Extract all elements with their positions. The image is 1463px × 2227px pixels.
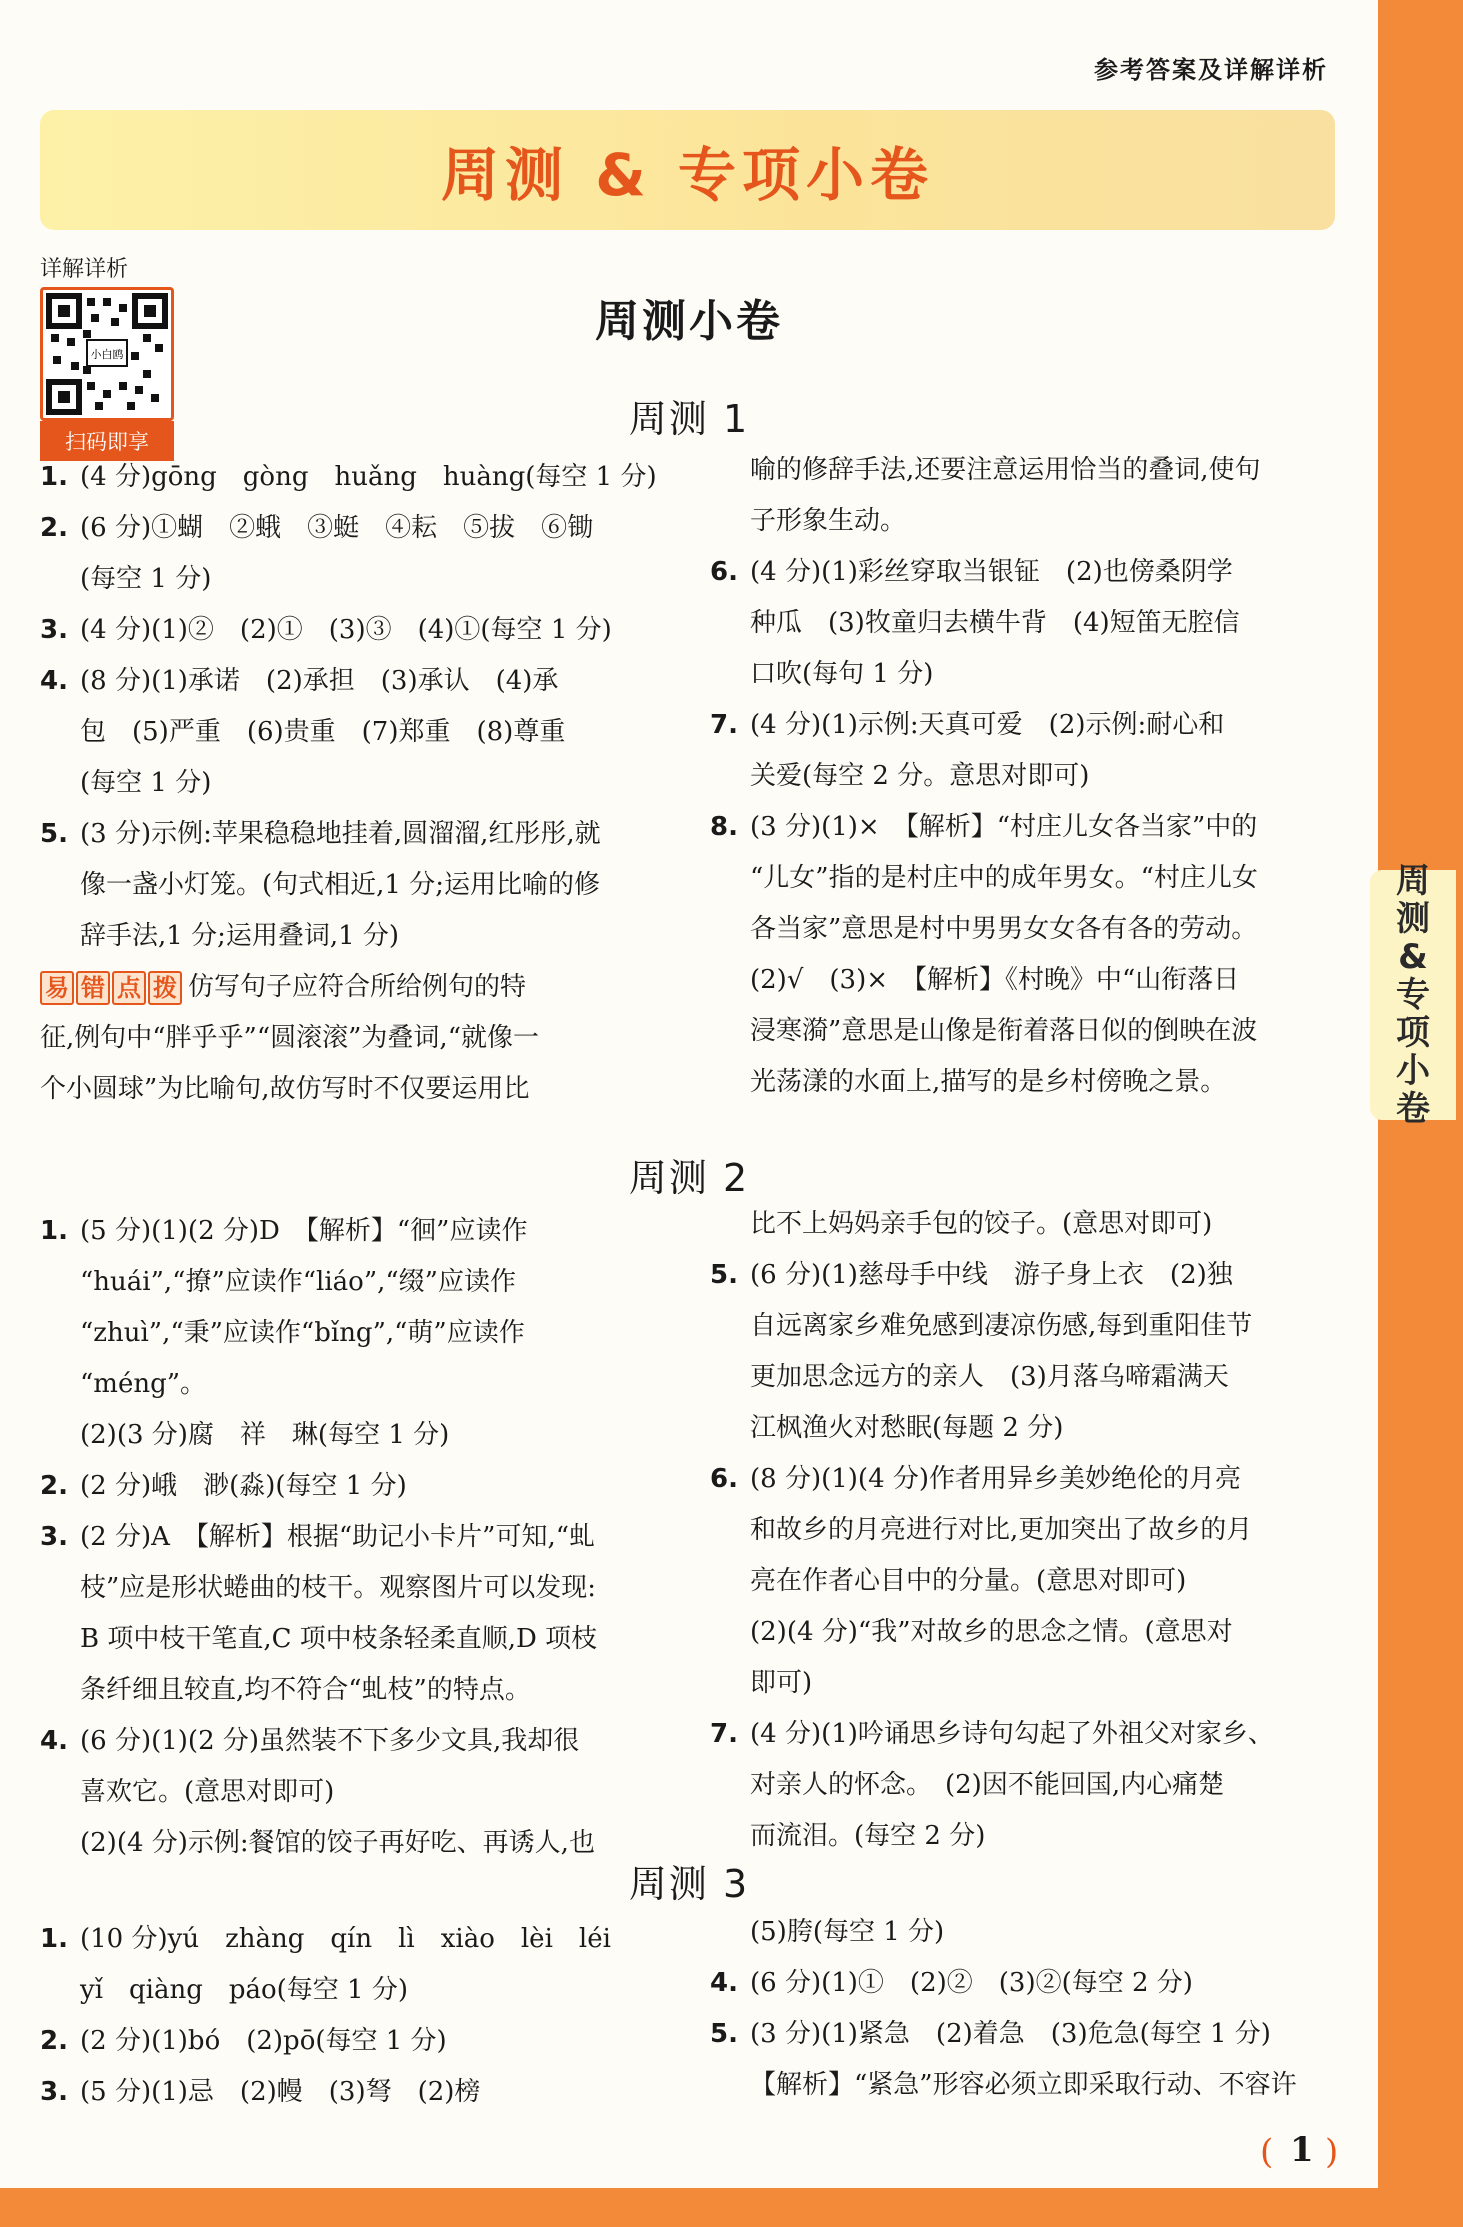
question-number — [710, 1658, 750, 1709]
answer-text: (6 分)(1)① (2)② (3)②(每空 2 分) — [750, 1968, 1193, 1998]
question-number: 1. — [40, 462, 68, 492]
main-title: 周测小卷 — [595, 296, 783, 347]
tip-line — [40, 962, 670, 1013]
answer-line — [710, 1505, 1350, 1556]
answer-text: (2 分)峨 渺(淼)(每空 1 分) — [80, 1471, 407, 1501]
tip-badge: 拨 — [148, 971, 182, 1005]
answer-line — [710, 2009, 1350, 2060]
tip-badge: 点 — [112, 971, 146, 1005]
question-number: 7. — [710, 1719, 738, 1749]
tip-line — [40, 1064, 670, 1115]
week2-left-column — [40, 1206, 670, 1869]
answer-text: B 项中枝干笔直,C 项中枝条轻柔直顺,D 项枝 — [80, 1624, 598, 1654]
question-number — [710, 445, 750, 496]
answer-line — [40, 1914, 670, 1965]
answer-text: (2)(3 分)腐 祥 琳(每空 1 分) — [80, 1420, 450, 1450]
answer-line — [40, 1308, 670, 1359]
answer-text: (4 分)(1)示例:天真可爱 (2)示例:耐心和 — [750, 710, 1225, 740]
answer-line — [710, 1907, 1350, 1958]
answer-text: 包 (5)严重 (6)贵重 (7)郑重 (8)尊重 — [80, 717, 566, 747]
banner-title: 周测 & 专项小卷 — [441, 141, 934, 209]
answer-text: 对亲人的怀念。 (2)因不能回国,内心痛楚 — [750, 1770, 1225, 1800]
answer-line — [40, 1965, 670, 2016]
section-title-week3: 周测 3 — [628, 1862, 750, 1906]
question-number — [710, 904, 750, 955]
week3-right-column — [710, 1907, 1350, 2111]
page-number: 1 — [1290, 2130, 1314, 2170]
answer-text: “zhuì”,“秉”应读作“bǐng”,“萌”应读作 — [80, 1318, 525, 1348]
answer-line — [710, 1301, 1350, 1352]
answer-text: 更加思念远方的亲人 (3)月落乌啼霜满天 — [750, 1362, 1229, 1392]
answer-line — [40, 1257, 670, 1308]
tip-badge: 错 — [76, 971, 110, 1005]
answer-text: (4 分)(1)吟诵思乡诗句勾起了外祖父对家乡、 — [750, 1719, 1274, 1749]
answer-line — [710, 1006, 1350, 1057]
answer-text: (6 分)(1)慈母手中线 游子身上衣 (2)独 — [750, 1260, 1233, 1290]
answer-text: 和故乡的月亮进行对比,更加突出了故乡的月 — [750, 1515, 1253, 1545]
answer-text: (6 分)①蝴 ②蛾 ③蜓 ④耘 ⑤拔 ⑥锄 — [80, 513, 594, 543]
answer-line — [40, 1716, 670, 1767]
question-number — [710, 649, 750, 700]
answer-line — [710, 598, 1350, 649]
answer-text: (2 分)A 【解析】根据“助记小卡片”可知,“虬 — [80, 1522, 596, 1552]
question-number — [710, 1607, 750, 1658]
question-number — [40, 1257, 80, 1308]
answer-line — [710, 1454, 1350, 1505]
page-number-left-deco: ( — [1260, 2132, 1274, 2172]
answer-line — [710, 1352, 1350, 1403]
question-number — [710, 955, 750, 1006]
side-tab — [1370, 861, 1456, 1129]
side-tab-char: 小 — [1396, 1051, 1430, 1091]
week1-tip — [40, 962, 670, 1115]
answer-text: 光荡漾的水面上,描写的是乡村傍晚之景。 — [750, 1067, 1227, 1097]
answer-text: 浸寒漪”意思是山像是衔着落日似的倒映在波 — [750, 1016, 1258, 1046]
qr-top-label: 详解详析 — [40, 257, 129, 282]
question-number — [710, 1907, 750, 1958]
answer-text: (5 分)(1)(2 分)D 【解析】“徊”应读作 — [80, 1216, 528, 1246]
question-number: 6. — [710, 1464, 738, 1494]
answer-line — [710, 445, 1350, 496]
answer-text: (8 分)(1)(4 分)作者用异乡美妙绝伦的月亮 — [750, 1464, 1242, 1494]
answer-text: 枝”应是形状蜷曲的枝干。观察图片可以发现: — [80, 1573, 597, 1603]
question-number — [710, 1057, 750, 1108]
answer-text: 口吹(每句 1 分) — [750, 659, 934, 689]
answer-line — [40, 1614, 670, 1665]
tip-badge: 易 — [40, 971, 74, 1005]
question-number: 4. — [710, 1968, 738, 1998]
answer-line — [710, 1250, 1350, 1301]
answer-line — [710, 904, 1350, 955]
answer-text: (每空 1 分) — [80, 564, 212, 594]
question-number — [40, 860, 80, 911]
question-number — [710, 751, 750, 802]
answer-line — [710, 2060, 1350, 2111]
answer-line — [40, 1206, 670, 1257]
answer-line — [40, 1665, 670, 1716]
question-number — [710, 1760, 750, 1811]
answer-text: 亮在作者心目中的分量。(意思对即可) — [750, 1566, 1187, 1596]
question-number — [710, 1301, 750, 1352]
answer-line — [710, 700, 1350, 751]
question-number — [40, 1410, 80, 1461]
question-number: 8. — [710, 812, 738, 842]
answer-line — [40, 554, 670, 605]
answer-text: 子形象生动。 — [750, 506, 907, 536]
answer-line — [710, 496, 1350, 547]
question-number: 1. — [40, 1216, 68, 1246]
side-tab-char: 周 — [1396, 861, 1430, 901]
question-number — [40, 1767, 80, 1818]
answer-line — [710, 751, 1350, 802]
answer-line — [40, 1563, 670, 1614]
answer-line — [710, 1057, 1350, 1108]
question-number: 4. — [40, 666, 68, 696]
answer-line — [710, 1760, 1350, 1811]
week1-right-column — [710, 445, 1350, 1108]
answer-text: “méng”。 — [80, 1369, 207, 1399]
question-number — [40, 1614, 80, 1665]
answer-text: 而流泪。(每空 2 分) — [750, 1821, 986, 1851]
question-number — [710, 496, 750, 547]
side-tab-char: 卷 — [1396, 1089, 1430, 1129]
question-number — [40, 758, 80, 809]
answer-text: 各当家”意思是村中男男女女各有各的劳动。 — [750, 914, 1258, 944]
question-number: 2. — [40, 513, 68, 543]
question-number — [710, 1006, 750, 1057]
answer-text: (2)√ (3)× 【解析】《村晚》中“山衔落日 — [750, 965, 1240, 995]
section-title-week1: 周测 1 — [628, 397, 750, 441]
answer-text: (4 分)(1)② (2)① (3)③ (4)①(每空 1 分) — [80, 615, 612, 645]
question-number — [710, 1403, 750, 1454]
answer-line — [710, 1607, 1350, 1658]
side-tab-char: 专 — [1396, 975, 1430, 1015]
tip-text: 仿写句子应符合所给例句的特 — [188, 972, 527, 1002]
answer-line — [40, 1359, 670, 1410]
question-number — [40, 1359, 80, 1410]
answer-text: 比不上妈妈亲手包的饺子。(意思对即可) — [750, 1209, 1213, 1239]
answer-text: 关爱(每空 2 分。意思对即可) — [750, 761, 1090, 791]
question-number — [710, 1505, 750, 1556]
question-number: 2. — [40, 2026, 68, 2056]
answer-line — [40, 452, 670, 503]
answer-line — [710, 1658, 1350, 1709]
tip-text: 征,例句中“胖乎乎”“圆滚滚”为叠词,“就像一 — [40, 1023, 539, 1053]
answer-text: 条纤细且较直,均不符合“虬枝”的特点。 — [80, 1675, 531, 1705]
question-number — [710, 1199, 750, 1250]
answer-line — [40, 2016, 670, 2067]
week2-right-column — [710, 1199, 1350, 1862]
side-tab-char: 项 — [1396, 1013, 1430, 1053]
answer-line — [710, 1709, 1350, 1760]
answer-line — [710, 1556, 1350, 1607]
question-number: 5. — [710, 2019, 738, 2049]
answer-text: (2 分)(1)bó (2)pō(每空 1 分) — [80, 2026, 447, 2056]
question-number — [40, 911, 80, 962]
answer-text: 种瓜 (3)牧童归去横牛背 (4)短笛无腔信 — [750, 608, 1240, 638]
tip-text: 个小圆球”为比喻句,故仿写时不仅要运用比 — [40, 1074, 530, 1104]
question-number — [710, 853, 750, 904]
tip-badge-group — [40, 971, 182, 1005]
answer-line — [710, 547, 1350, 598]
answer-line — [40, 503, 670, 554]
week3-left-column — [40, 1914, 670, 2118]
question-number — [710, 1556, 750, 1607]
answer-text: (3 分)(1)紧急 (2)着急 (3)危急(每空 1 分) — [750, 2019, 1271, 2049]
question-number: 7. — [710, 710, 738, 740]
answer-text: 江枫渔火对愁眠(每题 2 分) — [750, 1413, 1064, 1443]
answer-text: (4 分)(1)彩丝穿取当银钲 (2)也傍桑阴学 — [750, 557, 1233, 587]
answer-line — [710, 1958, 1350, 2009]
answer-text: (每空 1 分) — [80, 768, 212, 798]
answer-line — [710, 1403, 1350, 1454]
answer-line — [40, 1767, 670, 1818]
answer-line — [40, 860, 670, 911]
answer-line — [40, 911, 670, 962]
page-number-right-deco: ) — [1325, 2132, 1339, 2172]
banner — [40, 110, 1335, 230]
question-number — [40, 707, 80, 758]
answer-line — [40, 758, 670, 809]
answer-text: (2)(4 分)示例:餐馆的饺子再好吃、再诱人,也 — [80, 1828, 595, 1858]
answer-text: (8 分)(1)承诺 (2)承担 (3)承认 (4)承 — [80, 666, 559, 696]
answer-text: “huái”,“撩”应读作“liáo”,“缀”应读作 — [80, 1267, 516, 1297]
question-number — [40, 1665, 80, 1716]
question-number: 1. — [40, 1924, 68, 1954]
answer-text: (5)胯(每空 1 分) — [750, 1917, 945, 1947]
answer-line — [710, 955, 1350, 1006]
answer-line — [40, 809, 670, 860]
answer-text: 喻的修辞手法,还要注意运用恰当的叠词,使句 — [750, 455, 1261, 485]
answer-text: 即可) — [750, 1668, 813, 1698]
question-number: 5. — [40, 819, 68, 849]
question-number: 3. — [40, 1522, 68, 1552]
question-number — [710, 1352, 750, 1403]
question-number: 4. — [40, 1726, 68, 1756]
answer-text: 【解析】“紧急”形容必须立即采取行动、不容许 — [750, 2070, 1297, 2100]
answer-line — [710, 853, 1350, 904]
qr-center-text: 小白鸥 — [90, 348, 124, 361]
answer-line — [40, 656, 670, 707]
qr-bottom-label: 扫码即享 — [40, 421, 174, 461]
answer-line — [40, 1512, 670, 1563]
question-number — [40, 554, 80, 605]
week1-left-column — [40, 452, 670, 962]
question-number: 2. — [40, 1471, 68, 1501]
answer-text: (10 分)yú zhàng qín lì xiào lèi léi — [80, 1924, 611, 1954]
answer-text: yǐ qiàng páo(每空 1 分) — [80, 1975, 409, 2005]
answer-text: 自远离家乡难免感到凄凉伤感,每到重阳佳节 — [750, 1311, 1253, 1341]
answer-line — [40, 605, 670, 656]
answer-line — [40, 1410, 670, 1461]
answer-text: 像一盏小灯笼。(句式相近,1 分;运用比喻的修 — [80, 870, 600, 900]
question-number: 6. — [710, 557, 738, 587]
answer-text: (5 分)(1)忌 (2)幔 (3)弩 (2)榜 — [80, 2077, 481, 2107]
answer-text: 辞手法,1 分;运用叠词,1 分) — [80, 921, 400, 951]
side-tab-char: 测 — [1396, 899, 1430, 939]
answer-line — [40, 2067, 670, 2118]
answer-line — [710, 649, 1350, 700]
answer-text: (2)(4 分)“我”对故乡的思念之情。(意思对 — [750, 1617, 1233, 1647]
answer-text: 喜欢它。(意思对即可) — [80, 1777, 335, 1807]
question-number: 3. — [40, 2077, 68, 2107]
answer-line — [710, 802, 1350, 853]
answer-text: (3 分)(1)× 【解析】“村庄儿女各当家”中的 — [750, 812, 1258, 842]
answer-text: “儿女”指的是村庄中的成年男女。“村庄儿女 — [750, 863, 1258, 893]
question-number: 5. — [710, 1260, 738, 1290]
answer-line — [40, 707, 670, 758]
answer-text: (4 分)gōng gòng huǎng huàng(每空 1 分) — [80, 462, 657, 492]
side-tab-char: & — [1398, 937, 1428, 977]
question-number: 3. — [40, 615, 68, 645]
answer-text: (3 分)示例:苹果稳稳地挂着,圆溜溜,红彤彤,就 — [80, 819, 601, 849]
answer-text: (6 分)(1)(2 分)虽然装不下多少文具,我却很 — [80, 1726, 580, 1756]
section-title-week2: 周测 2 — [628, 1156, 750, 1200]
bottom-border-band — [0, 2188, 1463, 2227]
question-number — [40, 1563, 80, 1614]
tip-line — [40, 1013, 670, 1064]
question-number — [40, 1308, 80, 1359]
question-number — [710, 598, 750, 649]
question-number — [40, 1965, 80, 2016]
running-header: 参考答案及详解详析 — [1094, 56, 1328, 84]
answer-line — [710, 1199, 1350, 1250]
question-number — [710, 2060, 750, 2111]
answer-line — [40, 1461, 670, 1512]
